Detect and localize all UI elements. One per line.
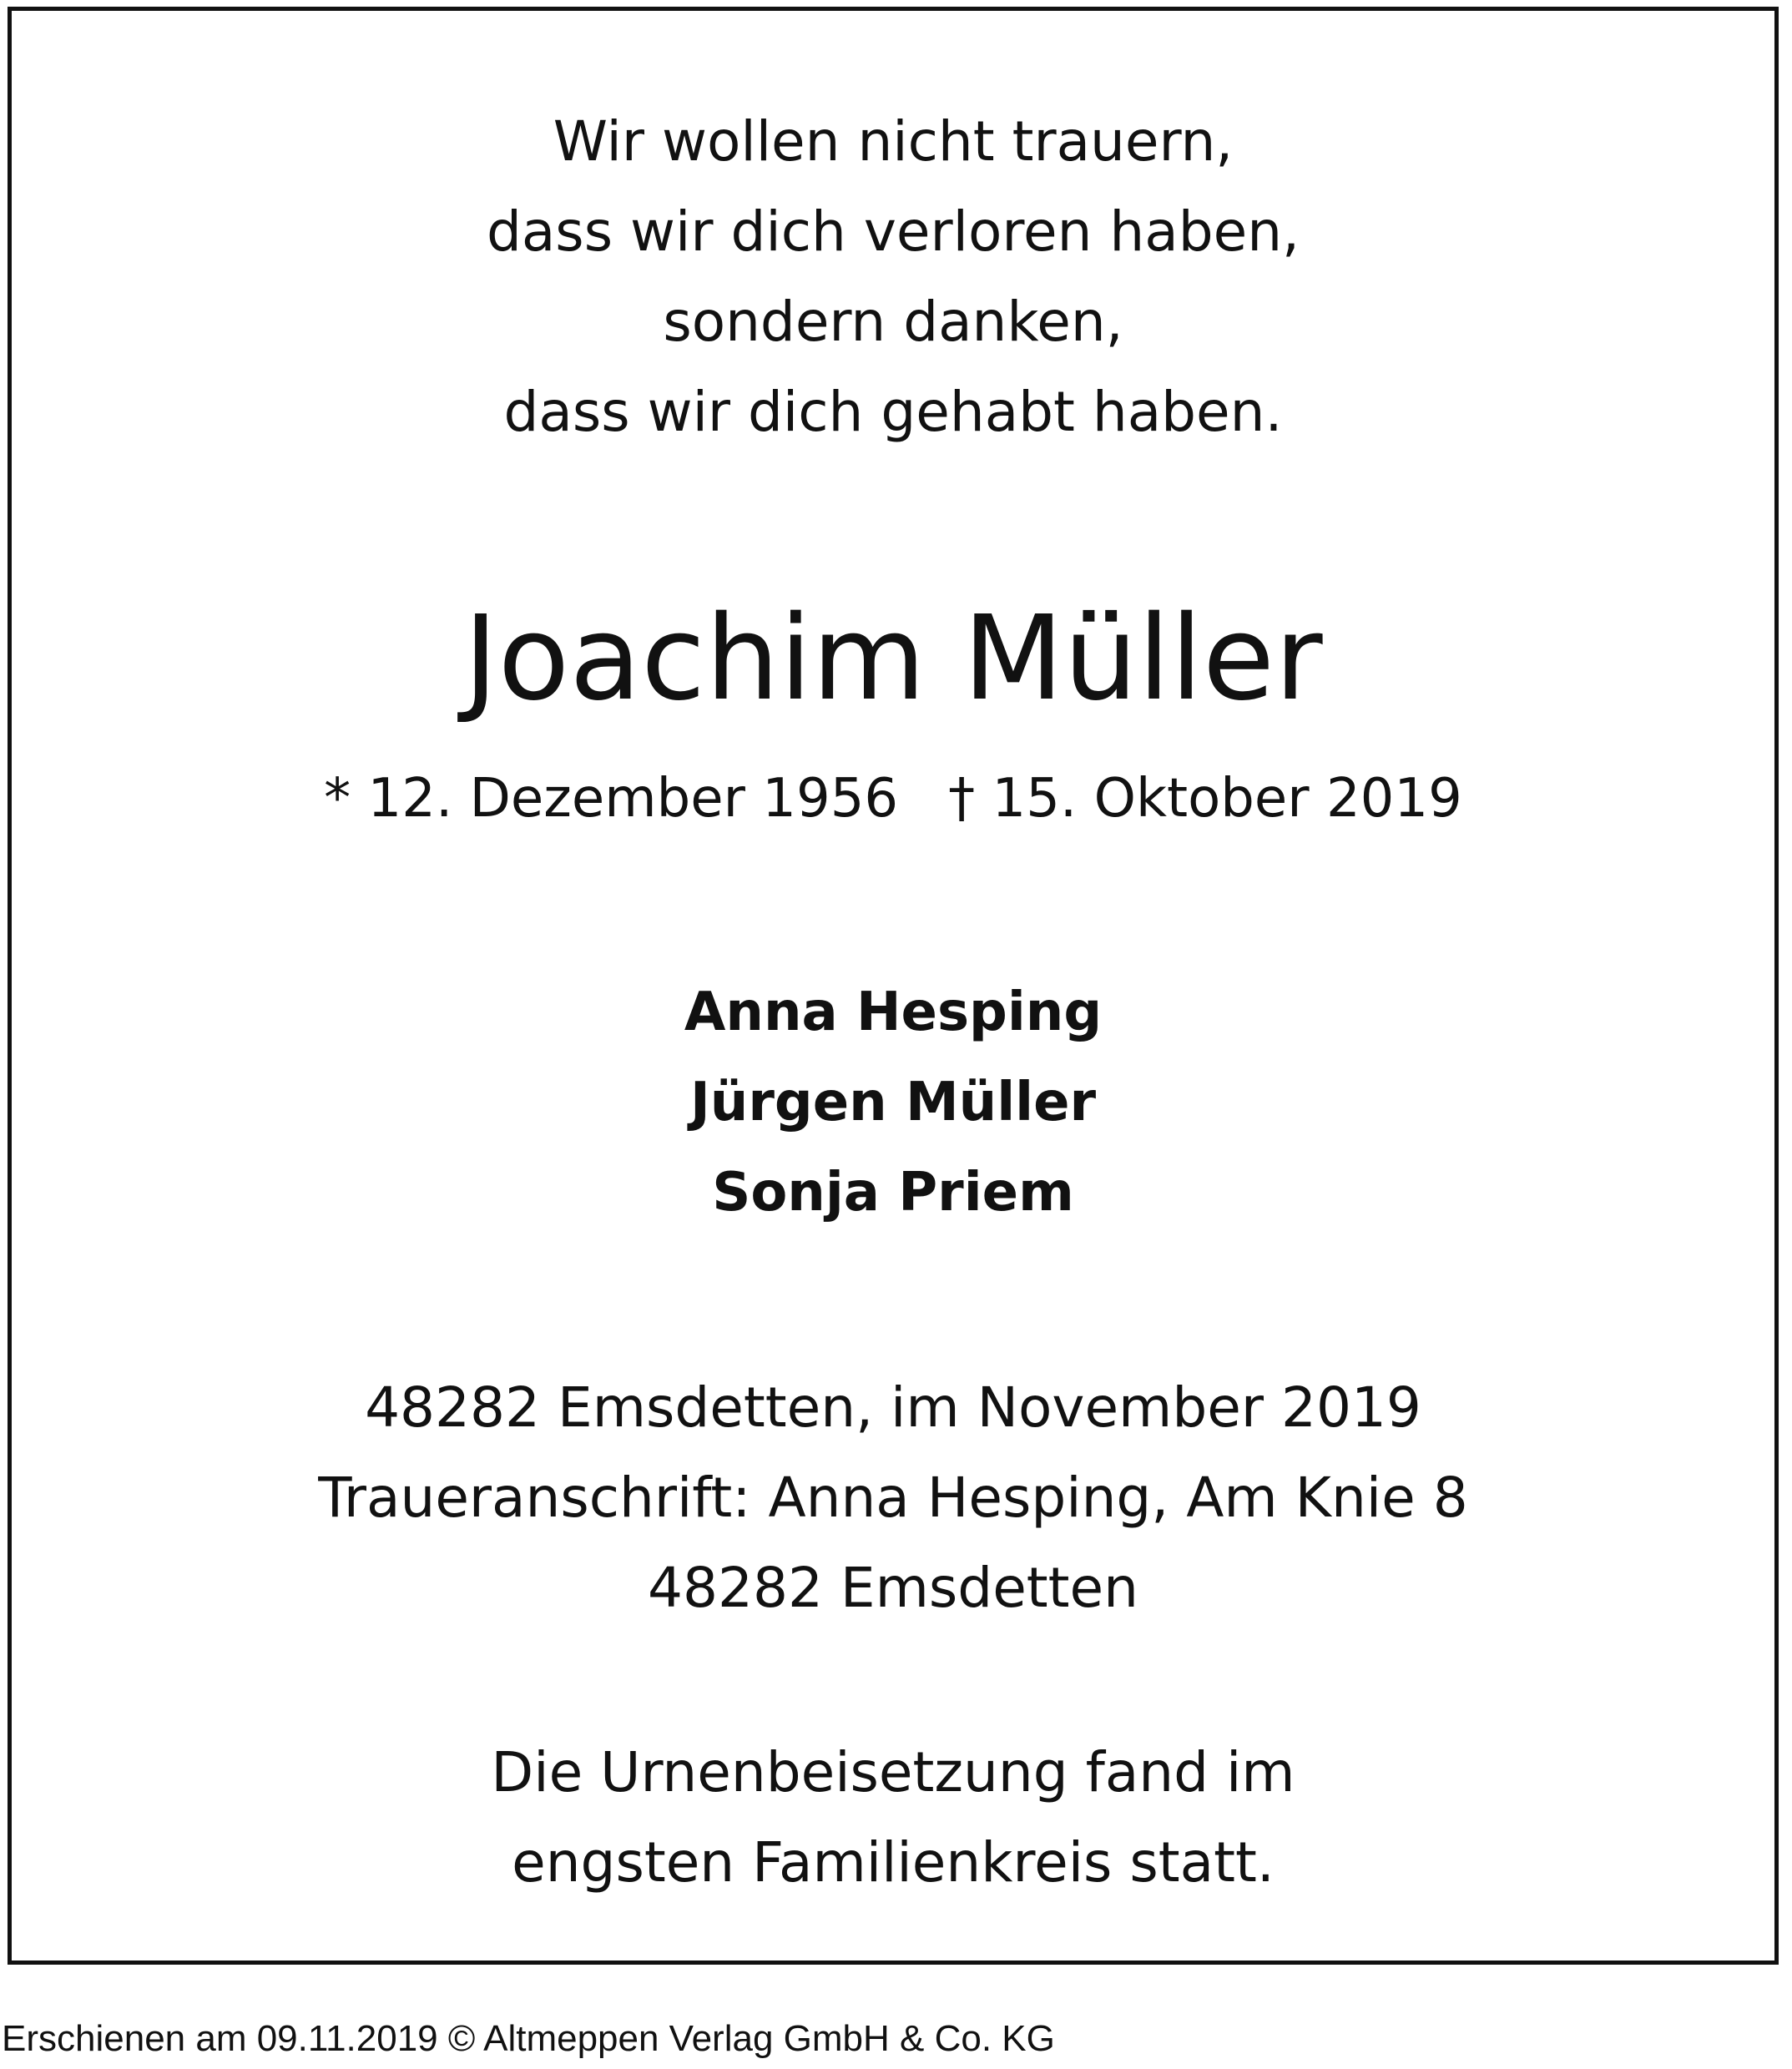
closing-line-1: Die Urnenbeisetzung fand im (491, 1740, 1295, 1804)
mourner-2: Jürgen Müller (689, 1072, 1097, 1133)
verse-line-3: sondern danken, (663, 290, 1123, 354)
place-date: 48282 Emsdetten, im November 2019 (365, 1375, 1421, 1440)
death-date: † 15. Oktober 2019 (948, 768, 1462, 830)
mourning-address: Traueranschrift: Anna Hesping, Am Knie 8 (318, 1466, 1468, 1530)
mourner-1: Anna Hesping (684, 982, 1103, 1043)
closing-line-2: engsten Familienkreis statt. (512, 1830, 1275, 1895)
obituary-frame (8, 7, 1779, 1965)
verse-line-4: dass wir dich gehabt haben. (503, 380, 1283, 444)
verse-line-2: dass wir dich verloren haben, (486, 199, 1300, 264)
deceased-name: Joachim Müller (463, 591, 1323, 727)
life-dates (12, 768, 1774, 830)
birth-date: * 12. Dezember 1956 (324, 768, 899, 830)
publication-footer: Erschienen am 09.11.2019 © Altmeppen Verlag GmbH & Co. KG (2, 2018, 1055, 2059)
verse-line-1: Wir wollen nicht trauern, (553, 109, 1234, 174)
mourner-3: Sonja Priem (712, 1162, 1074, 1224)
mourning-address-city: 48282 Emsdetten (647, 1556, 1138, 1620)
